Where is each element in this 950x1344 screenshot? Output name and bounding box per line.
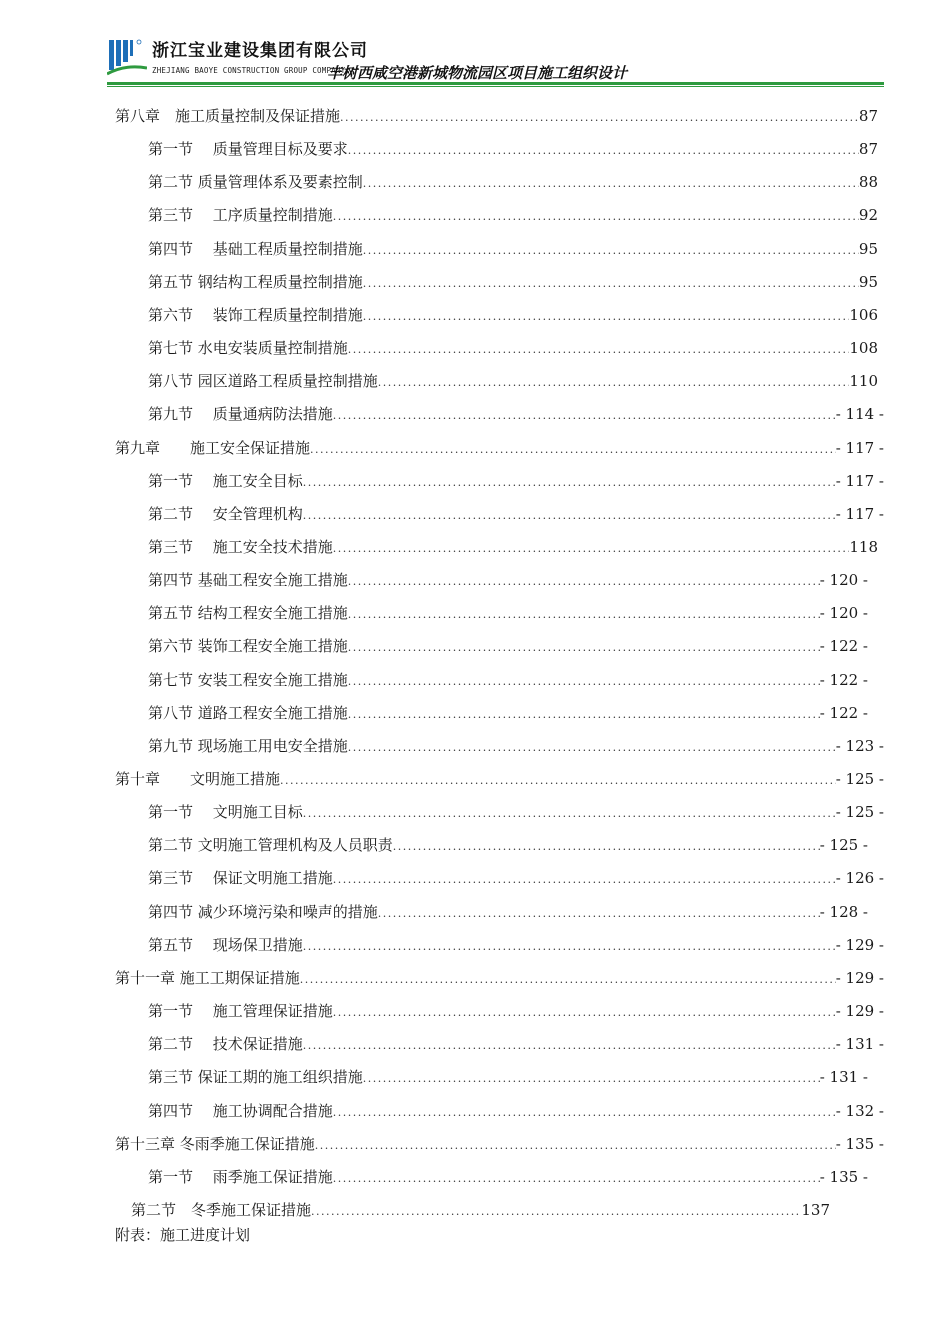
toc-page-number: - 131 -	[835, 1035, 884, 1053]
toc-page-number: - 122 -	[819, 704, 868, 722]
company-name-en: ZHEJIANG BAOYE CONSTRUCTION GROUP COMPANY	[152, 66, 346, 75]
header-rule	[107, 82, 884, 85]
toc-entry-title: 第一节 施工安全目标	[148, 472, 303, 490]
toc-entry-title: 第一节 文明施工目标	[148, 803, 303, 821]
toc-section-entry[interactable]	[148, 1100, 884, 1122]
toc-dot-leader	[363, 1068, 820, 1090]
toc-page-number: - 129 -	[835, 969, 884, 987]
toc-section-entry[interactable]	[148, 635, 868, 657]
toc-section-entry[interactable]	[148, 867, 884, 889]
toc-entry-title: 第七节 水电安装质量控制措施	[148, 339, 348, 357]
toc-section-entry[interactable]	[148, 1166, 868, 1188]
toc-dot-leader	[348, 339, 850, 361]
toc-entry-title: 第八节 园区道路工程质量控制措施	[148, 372, 378, 390]
page-header	[0, 0, 950, 90]
toc-dot-leader	[348, 704, 820, 726]
toc-section-entry[interactable]	[148, 536, 878, 558]
toc-section-entry[interactable]	[148, 1066, 868, 1088]
toc-dot-leader	[348, 140, 859, 162]
toc-page-number: - 135 -	[835, 1135, 884, 1153]
toc-dot-leader	[311, 1201, 801, 1223]
toc-section-entry[interactable]	[148, 503, 884, 525]
toc-entry-title: 第二节 技术保证措施	[148, 1035, 303, 1053]
toc-section-entry[interactable]	[148, 934, 884, 956]
company-logo-icon	[107, 38, 147, 78]
toc-section-entry[interactable]	[148, 901, 868, 923]
toc-dot-leader	[315, 1135, 836, 1157]
toc-page-number: - 120 -	[819, 604, 868, 622]
toc-entry-title: 第四节 基础工程质量控制措施	[148, 240, 363, 258]
toc-section-entry[interactable]	[148, 1000, 884, 1022]
toc-entry-title: 第九章 施工安全保证措施	[115, 439, 311, 457]
toc-dot-leader	[303, 1035, 836, 1057]
toc-page-number: 106	[849, 306, 878, 324]
toc-section-entry[interactable]	[148, 1033, 884, 1055]
toc-page-number: - 125 -	[819, 836, 868, 854]
toc-section-entry[interactable]	[148, 702, 868, 724]
toc-entry-title: 第二节 安全管理机构	[148, 505, 303, 523]
toc-entry-title: 第十一章 施工工期保证措施	[115, 969, 300, 987]
toc-page-number: - 122 -	[819, 637, 868, 655]
project-title: 丰树西咸空港新城物流园区项目施工组织设计	[327, 64, 628, 82]
toc-entry-title: 第九节 质量通病防法措施	[148, 405, 333, 423]
toc-section-entry[interactable]	[148, 271, 878, 293]
toc-dot-leader	[310, 439, 836, 461]
toc-page-number: - 117 -	[835, 505, 884, 523]
toc-dot-leader	[348, 671, 820, 693]
toc-section-entry[interactable]	[148, 569, 868, 591]
toc-page-number: 118	[849, 538, 878, 556]
toc-page-number: - 125 -	[835, 770, 884, 788]
toc-page-number: 110	[849, 372, 878, 390]
toc-page-number: - 117 -	[835, 472, 884, 490]
toc-entry-title: 第三节 施工安全技术措施	[148, 538, 333, 556]
toc-entry-title: 第十三章 冬雨季施工保证措施	[115, 1135, 315, 1153]
toc-page-number: - 131 -	[819, 1068, 868, 1086]
toc-page-number: - 120 -	[819, 571, 868, 589]
toc-dot-leader	[348, 737, 836, 759]
toc-page-number: - 132 -	[835, 1102, 884, 1120]
toc-section-entry[interactable]	[148, 171, 878, 193]
toc-dot-leader	[333, 538, 850, 560]
toc-page-number: - 114 -	[835, 405, 884, 423]
toc-chapter-entry[interactable]	[115, 967, 884, 989]
toc-chapter-entry[interactable]	[115, 105, 878, 127]
toc-dot-leader	[393, 836, 820, 858]
toc-section-entry[interactable]	[148, 238, 878, 260]
toc-dot-leader	[303, 472, 836, 494]
toc-entry-title: 第三节 保证文明施工措施	[148, 869, 333, 887]
toc-chapter-entry[interactable]	[115, 437, 884, 459]
toc-dot-leader	[348, 637, 820, 659]
toc-entry-title: 第三节 工序质量控制措施	[148, 206, 333, 224]
toc-entry-title: 第四节 减少环境污染和噪声的措施	[148, 903, 378, 921]
toc-entry-title: 第四节 基础工程安全施工措施	[148, 571, 348, 589]
toc-page-number: 87	[858, 107, 878, 125]
toc-dot-leader	[363, 240, 859, 262]
toc-dot-leader	[333, 1168, 820, 1190]
toc-entry-title: 第八节 道路工程安全施工措施	[148, 704, 348, 722]
toc-page-number: 95	[858, 273, 878, 291]
toc-dot-leader	[378, 903, 820, 925]
toc-page-number: 95	[858, 240, 878, 258]
toc-chapter-entry[interactable]	[115, 768, 884, 790]
toc-dot-leader	[303, 505, 836, 527]
toc-dot-leader	[363, 273, 859, 295]
toc-dot-leader	[333, 1002, 836, 1024]
toc-entry-title: 第五节 结构工程安全施工措施	[148, 604, 348, 622]
toc-entry-title: 第二节 文明施工管理机构及人员职责	[148, 836, 393, 854]
header-rule-thin	[107, 86, 884, 87]
toc-entry-title: 第一节 雨季施工保证措施	[148, 1168, 333, 1186]
toc-section-entry[interactable]	[148, 138, 878, 160]
toc-entry-title: 第九节 现场施工用电安全措施	[148, 737, 348, 755]
toc-section-entry[interactable]	[148, 735, 884, 757]
toc-section-entry[interactable]	[148, 370, 878, 392]
toc-section-entry[interactable]	[148, 304, 878, 326]
toc-dot-leader	[300, 969, 836, 991]
toc-section-entry[interactable]	[148, 602, 868, 624]
toc-dot-leader	[378, 372, 850, 394]
toc-entry-title: 第六节 装饰工程安全施工措施	[148, 637, 348, 655]
company-name-cn: 浙江宝业建设集团有限公司	[152, 41, 368, 61]
toc-dot-leader	[333, 405, 836, 427]
toc-page-number: - 129 -	[835, 1002, 884, 1020]
toc-dot-leader	[333, 206, 859, 228]
toc-entry-title: 第六节 装饰工程质量控制措施	[148, 306, 363, 324]
toc-entry-title: 第四节 施工协调配合措施	[148, 1102, 333, 1120]
toc-page-number: 92	[858, 206, 878, 224]
toc-chapter-entry[interactable]	[115, 1133, 884, 1155]
toc-section-entry[interactable]	[148, 204, 878, 226]
toc-entry-title: 第二节 冬季施工保证措施	[131, 1201, 312, 1219]
toc-page-number: - 126 -	[835, 869, 884, 887]
toc-page-number: - 128 -	[819, 903, 868, 921]
toc-entry-title: 第七节 安装工程安全施工措施	[148, 671, 348, 689]
toc-dot-leader	[348, 604, 820, 626]
toc-dot-leader	[363, 306, 850, 328]
toc-entry-title: 第三节 保证工期的施工组织措施	[148, 1068, 363, 1086]
toc-entry-title: 第一节 质量管理目标及要求	[148, 140, 348, 158]
toc-dot-leader	[303, 936, 836, 958]
toc-dot-leader	[303, 803, 836, 825]
toc-section-entry[interactable]	[148, 801, 884, 823]
toc-entry-title: 第十章 文明施工措施	[115, 770, 281, 788]
toc-entry-title: 第二节 质量管理体系及要素控制	[148, 173, 363, 191]
toc-dot-leader	[348, 571, 820, 593]
toc-section-entry[interactable]	[148, 470, 884, 492]
toc-dot-leader	[333, 1102, 836, 1124]
toc-page-number: - 125 -	[835, 803, 884, 821]
toc-section-entry[interactable]	[148, 669, 868, 691]
toc-page-number: 88	[858, 173, 878, 191]
toc-section-entry[interactable]	[148, 834, 868, 856]
toc-page-number: - 122 -	[819, 671, 868, 689]
toc-entry-title: 第五节 钢结构工程质量控制措施	[148, 273, 363, 291]
toc-page-number: 137	[801, 1201, 830, 1219]
toc-page-number: - 117 -	[835, 439, 884, 457]
toc-page-number: 87	[858, 140, 878, 158]
toc-dot-leader	[333, 869, 836, 891]
toc-section-entry[interactable]	[148, 337, 878, 359]
toc-dot-leader	[280, 770, 836, 792]
toc-dot-leader	[340, 107, 859, 129]
appendix-line: 附表：施工进度计划	[115, 1226, 251, 1244]
toc-page-number: - 135 -	[819, 1168, 868, 1186]
toc-entry-title: 第一节 施工管理保证措施	[148, 1002, 333, 1020]
toc-page-number: 108	[849, 339, 878, 357]
toc-page-number: - 129 -	[835, 936, 884, 954]
toc-entry-title: 第五节 现场保卫措施	[148, 936, 303, 954]
toc-dot-leader	[363, 173, 859, 195]
toc-section-entry[interactable]	[131, 1199, 830, 1221]
toc-section-entry[interactable]	[148, 403, 884, 425]
toc-page-number: - 123 -	[835, 737, 884, 755]
toc-entry-title: 第八章 施工质量控制及保证措施	[115, 107, 341, 125]
